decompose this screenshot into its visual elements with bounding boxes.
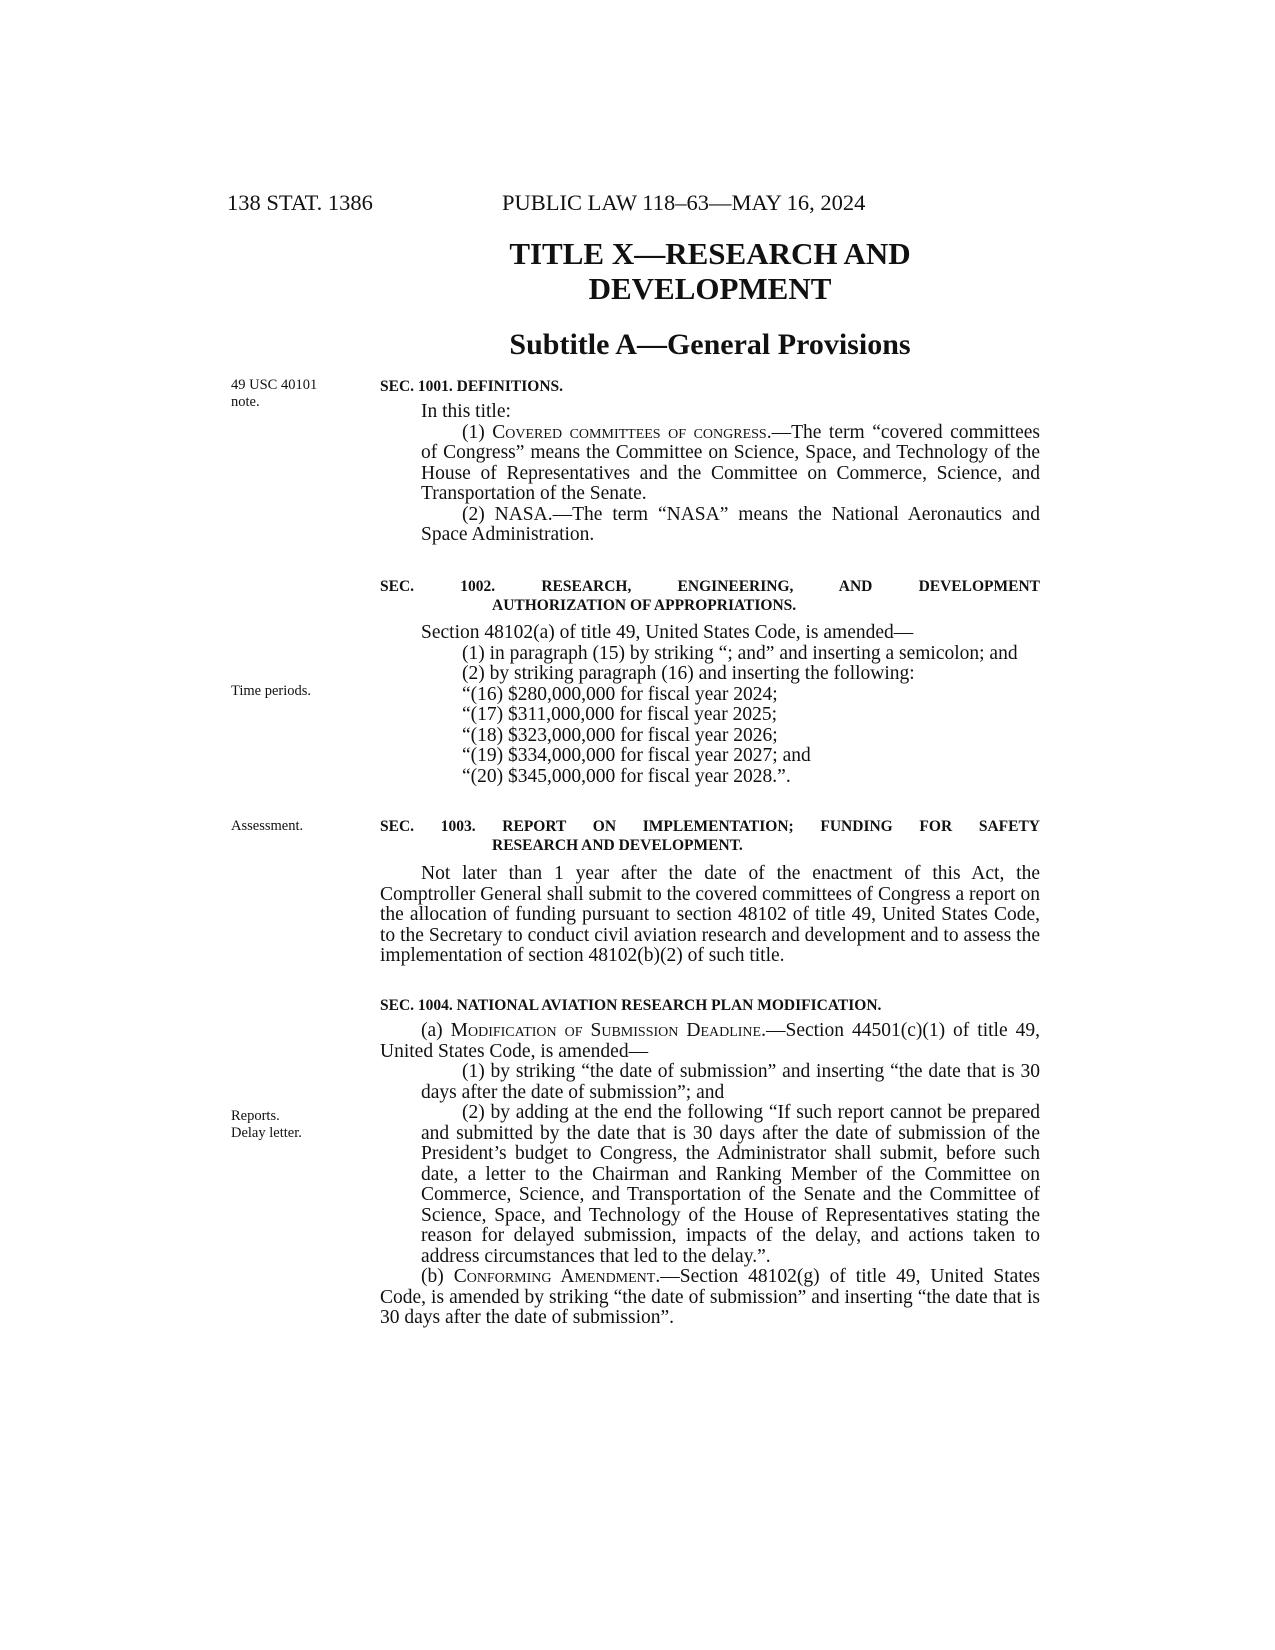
margin-note-usc-line2: note. bbox=[231, 394, 260, 410]
section-1001-intro: In this title: bbox=[421, 401, 511, 422]
subsection-a-term: Modification of Submission Deadline bbox=[450, 1020, 762, 1041]
fiscal-year-2026: “(18) $323,000,000 for fiscal year 2026; bbox=[462, 724, 778, 746]
subsection-b-number: (b) bbox=[421, 1266, 454, 1287]
section-1002-heading-line-1: SEC. 1002. RESEARCH, ENGINEERING, AND DEVELOPMENT bbox=[380, 578, 1040, 595]
section-1002-heading-line-2: AUTHORIZATION OF APPROPRIATIONS. bbox=[492, 597, 797, 614]
margin-note-usc bbox=[231, 377, 361, 411]
subsection-a-text: .—Section 44501(c)(1) of title 49, United States Code, is amended— bbox=[380, 1020, 1040, 1062]
subtitle-heading: Subtitle A—General Provisions bbox=[509, 328, 911, 361]
margin-note-reports bbox=[231, 1108, 361, 1142]
subsection-a-number: (a) bbox=[421, 1020, 451, 1041]
section-1001 bbox=[380, 377, 1040, 546]
title-line-1: TITLE X—RESEARCH AND bbox=[509, 236, 911, 271]
section-1002-item-1 bbox=[380, 644, 1040, 665]
margin-note-reports-line1: Reports. bbox=[231, 1108, 280, 1124]
para-1-term: Covered committees of congress bbox=[492, 421, 767, 443]
section-1001-para-1 bbox=[380, 423, 1040, 505]
fiscal-year-list bbox=[380, 685, 1040, 788]
section-1003-heading bbox=[380, 817, 1040, 855]
item-1-text: (1) in paragraph (15) by striking “; and” and inserting a semicolon; and bbox=[462, 642, 1018, 664]
margin-note-assessment: Assessment. bbox=[231, 818, 304, 834]
section-1002-intro: Section 48102(a) of title 49, United States Code, is amended— bbox=[421, 622, 914, 643]
fiscal-year-2024: “(16) $280,000,000 for fiscal year 2024; bbox=[462, 683, 778, 705]
section-1004-subsection-a bbox=[380, 1021, 1040, 1062]
section-1004-item-1 bbox=[380, 1062, 1040, 1103]
section-1004 bbox=[380, 996, 1040, 1329]
margin-note-time-periods: Time periods. bbox=[231, 683, 312, 699]
subsection-b-term: Conforming Amendment bbox=[453, 1266, 656, 1287]
fiscal-year-2025: “(17) $311,000,000 for fiscal year 2025; bbox=[462, 704, 777, 725]
section-1001-para-2 bbox=[380, 505, 1040, 546]
section-1004-heading: SEC. 1004. NATIONAL AVIATION RESEARCH PLAN MODIFICATION. bbox=[380, 997, 882, 1014]
section-1003 bbox=[380, 817, 1040, 967]
fiscal-year-2027: “(19) $334,000,000 for fiscal year 2027; and bbox=[462, 745, 811, 766]
section-1002 bbox=[380, 577, 1040, 787]
fiscal-year-2028: “(20) $345,000,000 for fiscal year 2028.”. bbox=[462, 765, 791, 787]
margin-note-reports-line2: Delay letter. bbox=[231, 1125, 302, 1141]
section-1001-heading: SEC. 1001. DEFINITIONS. bbox=[380, 378, 564, 395]
title-line-2: DEVELOPMENT bbox=[588, 271, 832, 306]
running-header: PUBLIC LAW 118–63—MAY 16, 2024 bbox=[502, 190, 866, 215]
para-2-text: (2) NASA.—The term “NASA” means the National Aeronautics and Space Administration. bbox=[421, 503, 1040, 545]
section-1004-subsection-b bbox=[380, 1267, 1040, 1329]
section-1003-heading-line-1: SEC. 1003. REPORT ON IMPLEMENTATION; FUNDING FOR SAFETY bbox=[380, 818, 1040, 835]
section-1004-item-2 bbox=[380, 1103, 1040, 1267]
para-1-text: .—The term “covered committees of Congress” means the Committee on Science, Space, and Technology of the House of Representatives and the Committee on Commerce, Science, and Transportation of the Senate. bbox=[421, 421, 1040, 504]
item-2-text: (2) by adding at the end the following “If such report cannot be prepared and submitted by the date that is 30 days after the date of submission of the President’s budget to Congress, the Administrator shall submit, before such date, a letter to the Chairman and Ranking Member of the Committee on Commerce, Science, and Transportation of the Senate and the Committee of Science, Space, and Technology of the House of Representatives stating the reason for delayed submission, impacts of the delay, and actions taken to address circumstances that led to the delay.”. bbox=[421, 1102, 1040, 1267]
margin-note-usc-line1: 49 USC 40101 bbox=[231, 377, 318, 393]
para-1-number: (1) bbox=[462, 421, 493, 443]
section-1003-heading-line-2: RESEARCH AND DEVELOPMENT. bbox=[492, 837, 743, 854]
section-1003-text: Not later than 1 year after the date of the enactment of this Act, the Comptroller General shall submit to the covered committees of Congress a report on the allocation of funding pursuant to section 48102 of title 49, United States Code, to the Secretary to conduct civil aviation research and development and to assess the implementation of section 48102(b)(2) of such title. bbox=[380, 863, 1040, 966]
item-1-text: (1) by striking “the date of submission” and inserting “the date that is 30 days after the date of submission”; and bbox=[421, 1061, 1040, 1103]
statute-page-number: 138 STAT. 1386 bbox=[227, 190, 373, 215]
title-heading bbox=[380, 236, 1040, 306]
section-1002-heading bbox=[380, 577, 1040, 615]
subsection-b-text: .—Section 48102(g) of title 49, United States Code, is amended by striking “the date of submission” and inserting “the date that is 30 days after the date of submission”. bbox=[380, 1266, 1040, 1328]
section-1002-item-2: (2) by striking paragraph (16) and inserting the following: bbox=[462, 663, 915, 684]
